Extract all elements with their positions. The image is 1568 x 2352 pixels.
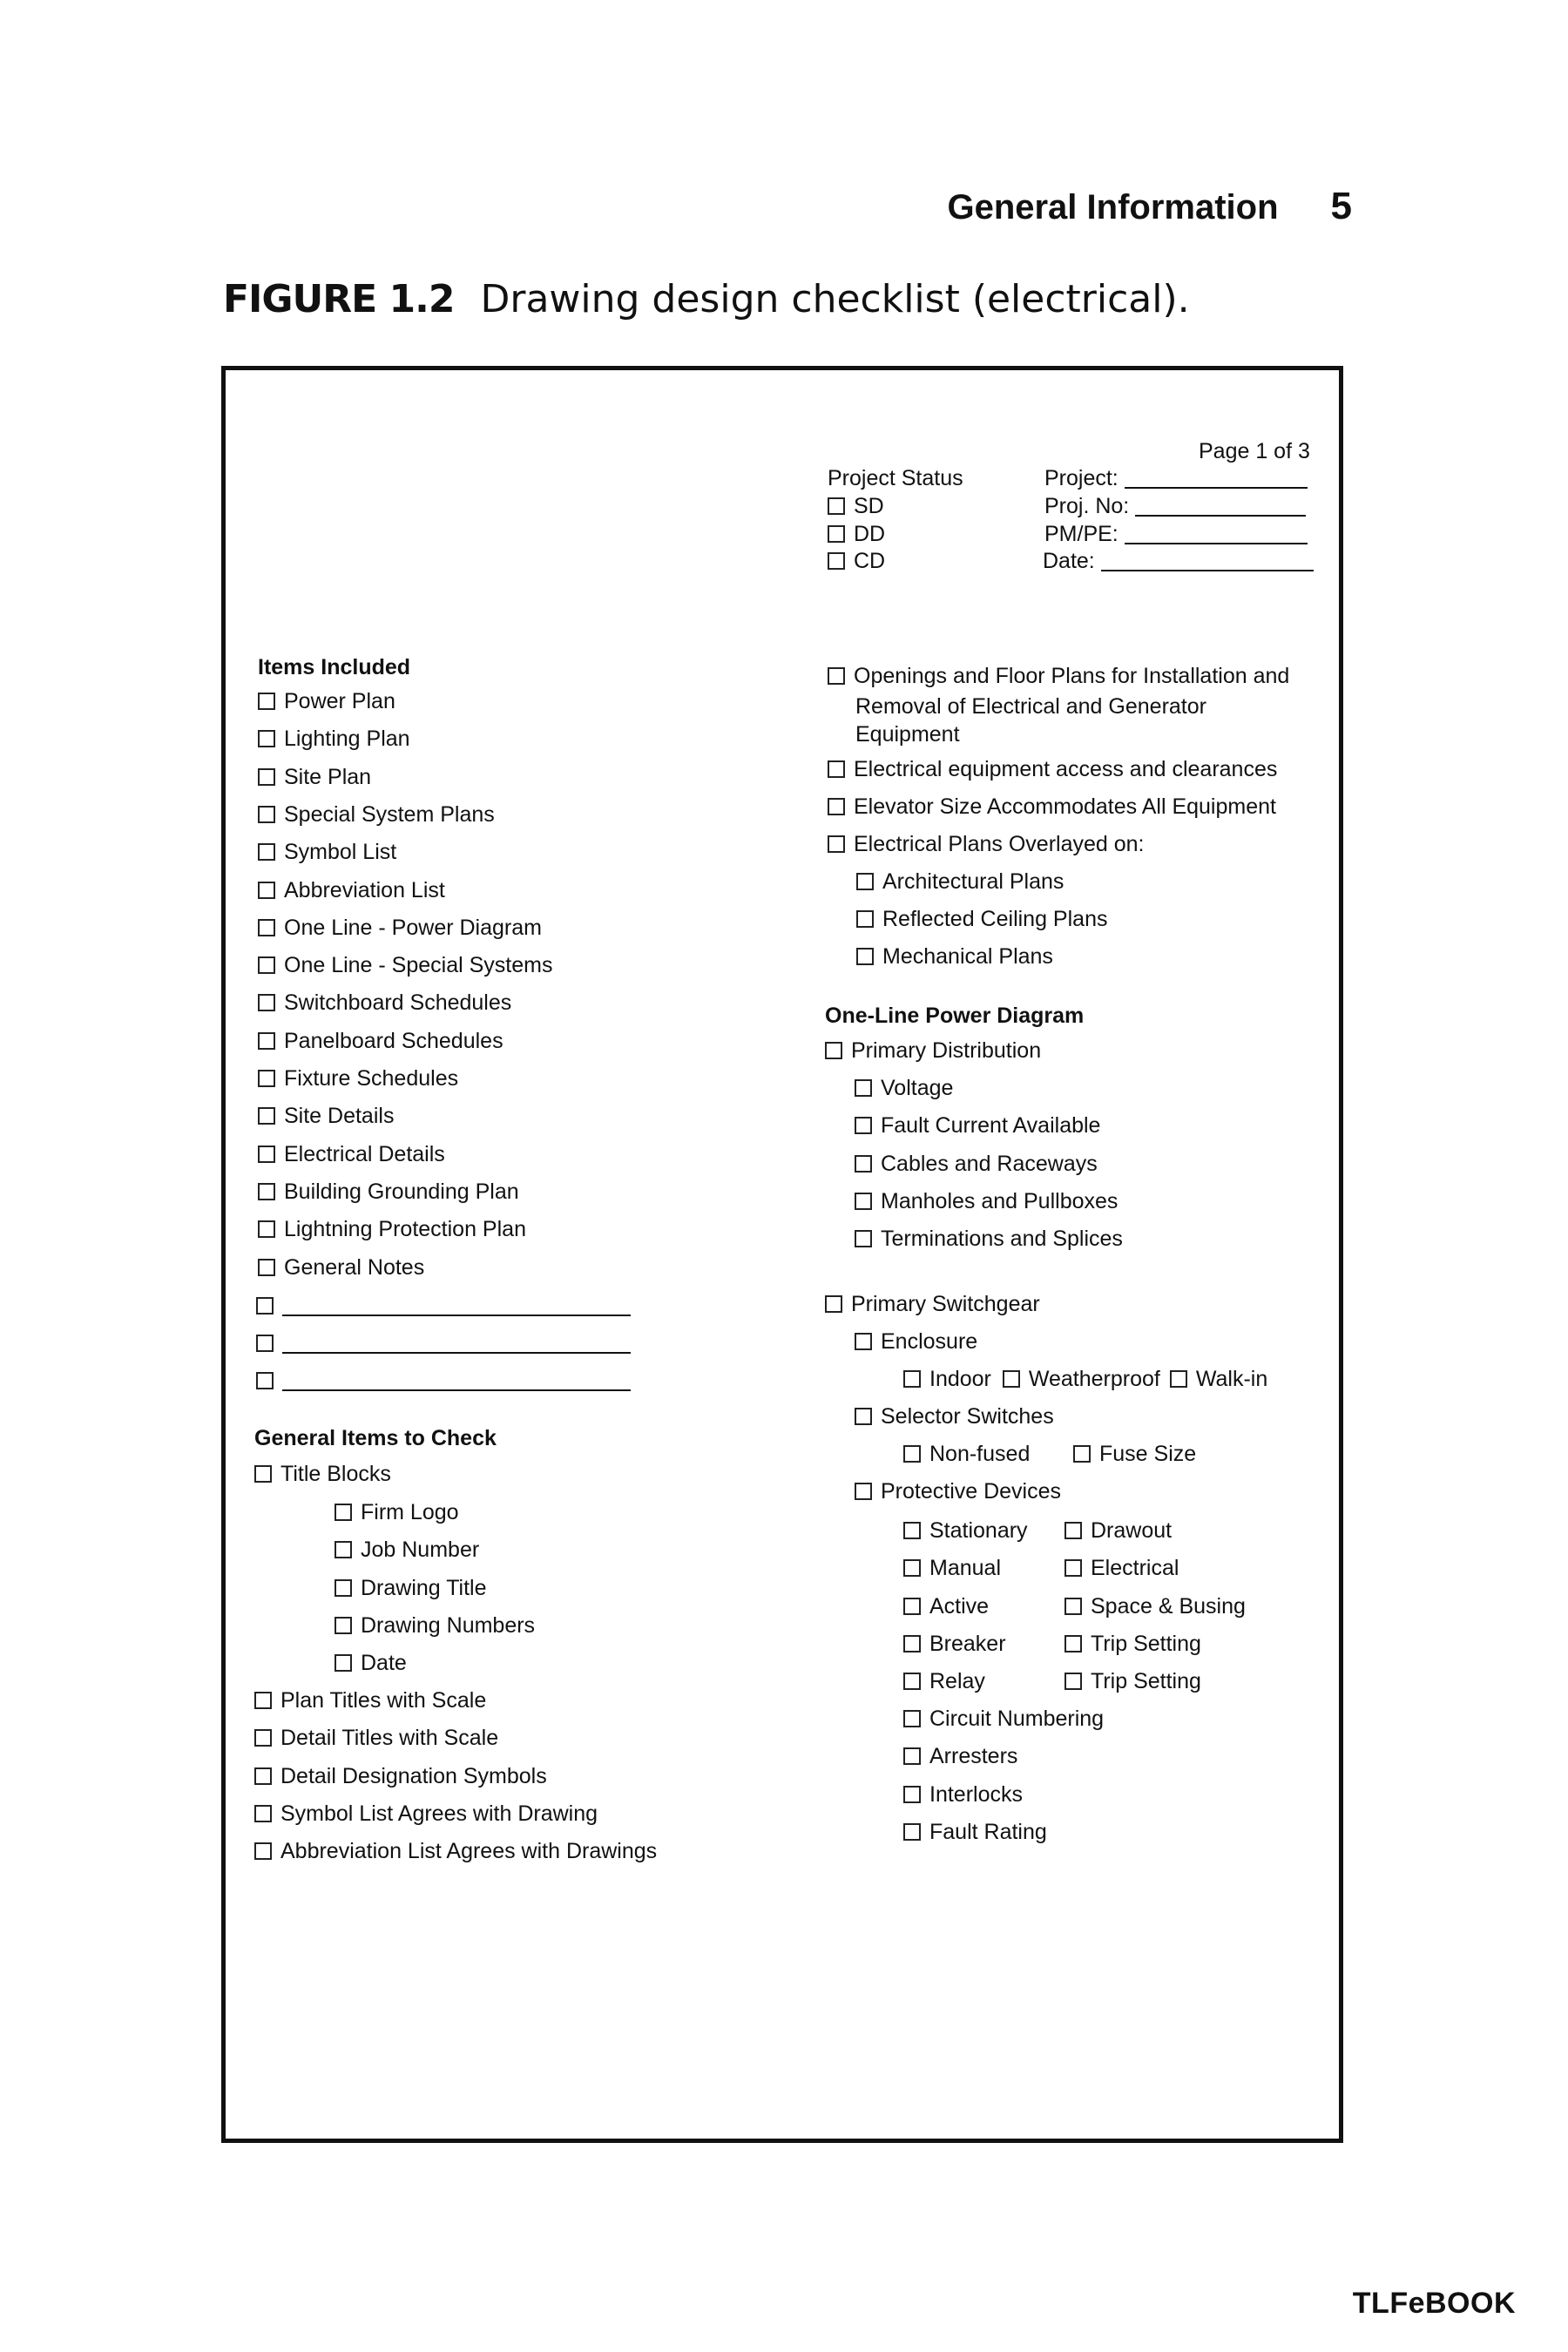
enclosure-options: Indoor Weatherproof Walk-in: [903, 1367, 1267, 1392]
checkbox[interactable]: [1170, 1370, 1187, 1388]
device-item[interactable]: Relay: [903, 1669, 985, 1694]
checkbox[interactable]: [256, 1372, 274, 1389]
device-item[interactable]: Drawout: [1064, 1518, 1172, 1544]
checklist-item[interactable]: Detail Designation Symbols: [254, 1764, 547, 1789]
openings-line-3: Equipment: [855, 722, 960, 747]
checkbox[interactable]: [1073, 1445, 1091, 1463]
checklist-item[interactable]: One Line - Power Diagram: [258, 916, 542, 941]
checkbox[interactable]: [1064, 1559, 1082, 1577]
page-of-label: Page 1 of 3: [1199, 439, 1310, 463]
checkbox[interactable]: [828, 552, 845, 570]
checkbox[interactable]: [258, 1032, 275, 1050]
check-elevator[interactable]: Elevator Size Accommodates All Equipment: [828, 794, 1276, 820]
checklist-item[interactable]: Site Details: [258, 1104, 394, 1129]
device-item[interactable]: Breaker: [903, 1632, 1006, 1657]
title-block-item[interactable]: Drawing Title: [335, 1576, 487, 1601]
checkbox[interactable]: [258, 806, 275, 823]
check-access[interactable]: Electrical equipment access and clearances: [828, 757, 1277, 782]
checkbox[interactable]: [258, 843, 275, 861]
checkbox[interactable]: [828, 798, 845, 815]
checklist-item[interactable]: Abbreviation List Agrees with Drawings: [254, 1839, 657, 1864]
checkbox[interactable]: [828, 760, 845, 778]
checkbox[interactable]: [855, 1230, 872, 1247]
checkbox[interactable]: [258, 730, 275, 747]
checkbox[interactable]: [856, 910, 874, 928]
field-pm-pe[interactable]: PM/PE:: [1044, 522, 1308, 547]
checkbox[interactable]: [335, 1504, 352, 1521]
checkbox[interactable]: [256, 1297, 274, 1315]
checkbox[interactable]: [903, 1710, 921, 1727]
checkbox[interactable]: [258, 1220, 275, 1238]
device-item[interactable]: Trip Setting: [1064, 1669, 1201, 1694]
status-sd[interactable]: SD: [828, 494, 884, 519]
checkbox[interactable]: [903, 1786, 921, 1803]
field-blank[interactable]: [1125, 543, 1308, 544]
checkbox[interactable]: [254, 1692, 272, 1709]
checkbox[interactable]: [258, 1259, 275, 1276]
blank-item[interactable]: [256, 1369, 631, 1394]
checklist-item[interactable]: Switchboard Schedules: [258, 990, 511, 1016]
selector-non-fused[interactable]: Non-fused: [903, 1442, 1030, 1467]
checkbox[interactable]: [1064, 1598, 1082, 1615]
checklist-item[interactable]: Electrical Details: [258, 1142, 445, 1167]
checkbox[interactable]: [258, 994, 275, 1011]
page-number: 5: [1330, 185, 1352, 227]
checkbox[interactable]: [855, 1193, 872, 1210]
checkbox[interactable]: [1064, 1673, 1082, 1690]
checkbox[interactable]: [825, 1042, 842, 1059]
device-item[interactable]: Trip Setting: [1064, 1632, 1201, 1657]
check-overlaid[interactable]: Electrical Plans Overlayed on:: [828, 832, 1144, 857]
figure-label: FIGURE 1.2: [223, 277, 455, 321]
running-header: [947, 185, 1352, 228]
check-protective-devices[interactable]: Protective Devices: [855, 1479, 1061, 1504]
checkbox[interactable]: [903, 1559, 921, 1577]
checkbox[interactable]: [856, 873, 874, 890]
title-block-item[interactable]: Firm Logo: [335, 1500, 459, 1525]
checkbox[interactable]: [903, 1747, 921, 1765]
checklist-item[interactable]: Lightning Protection Plan: [258, 1217, 526, 1242]
checkbox[interactable]: [825, 1295, 842, 1313]
checkbox[interactable]: [258, 882, 275, 899]
figure-caption: [223, 277, 1190, 321]
checklist-item[interactable]: Power Plan: [258, 689, 395, 714]
blank-item[interactable]: [256, 1294, 631, 1319]
checkbox[interactable]: [855, 1155, 872, 1173]
field-proj-no[interactable]: Proj. No:: [1044, 494, 1306, 519]
checkbox[interactable]: [903, 1370, 921, 1388]
checklist-item[interactable]: Building Grounding Plan: [258, 1179, 519, 1205]
checkbox[interactable]: [258, 919, 275, 936]
checkbox[interactable]: [335, 1579, 352, 1597]
checklist-item[interactable]: Symbol List: [258, 840, 396, 865]
overlay-item[interactable]: Mechanical Plans: [856, 944, 1053, 970]
checklist-item[interactable]: Special System Plans: [258, 802, 495, 828]
overlay-item[interactable]: Reflected Ceiling Plans: [856, 907, 1107, 932]
title-block-item[interactable]: Job Number: [335, 1538, 479, 1563]
checkbox[interactable]: [855, 1333, 872, 1350]
checkbox[interactable]: [258, 768, 275, 786]
checkbox[interactable]: [256, 1335, 274, 1352]
checkbox[interactable]: [855, 1117, 872, 1134]
checkbox[interactable]: [903, 1598, 921, 1615]
checklist-item[interactable]: Site Plan: [258, 765, 371, 790]
checkbox[interactable]: [258, 1107, 275, 1125]
title-block-item[interactable]: Drawing Numbers: [335, 1613, 535, 1639]
device-item[interactable]: Fault Rating: [903, 1820, 1047, 1845]
checkbox[interactable]: [258, 693, 275, 710]
checkbox[interactable]: [903, 1635, 921, 1652]
field-blank[interactable]: [1125, 487, 1308, 489]
device-item[interactable]: Manual: [903, 1556, 1001, 1581]
field-blank[interactable]: [1135, 515, 1306, 517]
figure-title: Drawing design checklist (electrical).: [480, 277, 1190, 321]
checkbox[interactable]: [828, 525, 845, 543]
device-item[interactable]: Arresters: [903, 1744, 1017, 1769]
checkbox[interactable]: [1064, 1522, 1082, 1539]
field-blank[interactable]: [1101, 570, 1314, 571]
checkbox[interactable]: [258, 1070, 275, 1087]
section-title: General Information: [947, 188, 1279, 226]
checkbox[interactable]: [856, 948, 874, 965]
checkbox[interactable]: [855, 1408, 872, 1425]
openings-line-2: Removal of Electrical and Generator: [855, 694, 1206, 719]
checkbox[interactable]: [254, 1805, 272, 1822]
overlay-item[interactable]: Architectural Plans: [856, 869, 1064, 895]
device-item[interactable]: Electrical: [1064, 1556, 1179, 1581]
checklist-item[interactable]: One Line - Special Systems: [258, 953, 552, 978]
watermark: TLFeBOOK: [1352, 2287, 1516, 2320]
checkbox[interactable]: [254, 1842, 272, 1860]
checklist-item[interactable]: Lighting Plan: [258, 727, 410, 752]
checkbox[interactable]: [903, 1445, 921, 1463]
status-dd[interactable]: DD: [828, 522, 885, 547]
checklist-item[interactable]: Symbol List Agrees with Drawing: [254, 1801, 598, 1827]
field-date[interactable]: Date:: [1043, 549, 1314, 574]
device-item[interactable]: Interlocks: [903, 1782, 1023, 1808]
checkbox[interactable]: [903, 1823, 921, 1841]
checklist-item[interactable]: Abbreviation List: [258, 878, 445, 903]
checkbox[interactable]: [855, 1079, 872, 1097]
distribution-item[interactable]: Manholes and Pullboxes: [855, 1189, 1118, 1214]
checkbox[interactable]: [254, 1729, 272, 1747]
check-enclosure[interactable]: Enclosure: [855, 1329, 977, 1355]
distribution-item[interactable]: Fault Current Available: [855, 1113, 1100, 1139]
checkbox[interactable]: [828, 497, 845, 515]
checkbox[interactable]: [258, 1183, 275, 1200]
checkbox[interactable]: [828, 667, 845, 685]
project-status-title: Project Status: [828, 466, 963, 490]
blank-item[interactable]: [256, 1331, 631, 1356]
checkbox[interactable]: [335, 1617, 352, 1634]
checkbox[interactable]: [855, 1483, 872, 1500]
items-included-heading: Items Included: [258, 655, 411, 679]
device-item[interactable]: Circuit Numbering: [903, 1707, 1104, 1732]
checkbox[interactable]: [1064, 1635, 1082, 1652]
checkbox[interactable]: [828, 835, 845, 853]
check-openings[interactable]: Openings and Floor Plans for Installation and: [828, 664, 1289, 689]
check-primary-distribution[interactable]: Primary Distribution: [825, 1038, 1041, 1064]
title-block-item[interactable]: Date: [335, 1651, 407, 1676]
general-items-heading: General Items to Check: [254, 1426, 497, 1450]
checkbox[interactable]: [335, 1654, 352, 1672]
checkbox[interactable]: [903, 1522, 921, 1539]
checklist-item[interactable]: Detail Titles with Scale: [254, 1726, 498, 1751]
status-cd[interactable]: CD: [828, 549, 885, 574]
check-title-blocks[interactable]: Title Blocks: [254, 1462, 391, 1487]
blank-line[interactable]: [282, 1315, 631, 1316]
checkbox[interactable]: [254, 1465, 272, 1483]
device-item[interactable]: Stationary: [903, 1518, 1028, 1544]
field-project[interactable]: Project:: [1044, 466, 1308, 491]
blank-line[interactable]: [282, 1352, 631, 1354]
checklist-item[interactable]: Panelboard Schedules: [258, 1029, 504, 1054]
checkbox[interactable]: [258, 956, 275, 974]
checkbox[interactable]: [258, 1146, 275, 1163]
checklist-item[interactable]: Fixture Schedules: [258, 1066, 458, 1092]
checklist-item[interactable]: Plan Titles with Scale: [254, 1688, 486, 1713]
check-primary-switchgear[interactable]: Primary Switchgear: [825, 1292, 1040, 1317]
device-item[interactable]: Active: [903, 1594, 989, 1619]
distribution-item[interactable]: Cables and Raceways: [855, 1152, 1098, 1177]
selector-fuse-size[interactable]: Fuse Size: [1073, 1442, 1196, 1467]
distribution-item[interactable]: Voltage: [855, 1076, 953, 1101]
one-line-heading: One-Line Power Diagram: [825, 1004, 1085, 1028]
device-item[interactable]: Space & Busing: [1064, 1594, 1246, 1619]
blank-line[interactable]: [282, 1389, 631, 1391]
checklist-item[interactable]: General Notes: [258, 1255, 424, 1281]
checkbox[interactable]: [903, 1673, 921, 1690]
checkbox[interactable]: [335, 1541, 352, 1558]
distribution-item[interactable]: Terminations and Splices: [855, 1227, 1123, 1252]
checkbox[interactable]: [254, 1767, 272, 1785]
check-selector-switches[interactable]: Selector Switches: [855, 1404, 1054, 1429]
checkbox[interactable]: [1003, 1370, 1020, 1388]
